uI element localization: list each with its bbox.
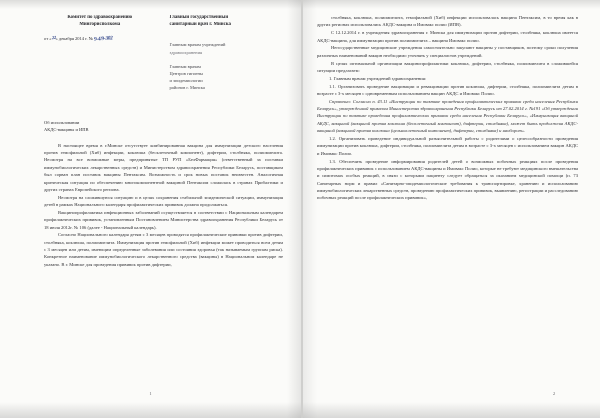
subject-line-2: АКДС-вакцины и ИПВ xyxy=(44,127,89,133)
subject-line-1: Об использовании xyxy=(44,120,80,126)
body-paragraph: столбняка, коклюша, полиомиелита, гемофильной (Хиб) инфекции использовалась вакцина Пентаксим, в то время как в других регионах использовались АКДС-вакцина и Имовакс полио (ИПВ). xyxy=(317,15,578,28)
page-1-body xyxy=(0,14,301,408)
numbered-item: 1. Главным врачам учреждений здравоохранения: xyxy=(329,75,427,81)
addressee-list xyxy=(170,41,283,91)
addressee-1-line-1: Главным врачам учреждений xyxy=(169,42,226,48)
addressee-2-line-2: Центров гигиены xyxy=(169,70,203,76)
body-paragraph: С 12.12.2014 г. в учреждения здравоохранения г. Минска для иммунизации против дифтерии, столбняка, коклюша имеется АКДС-вакцина, для иммунизации против полиомиелита – вакцина Имовакс полио. xyxy=(317,30,578,43)
addressee-1-line-2: здравоохранения xyxy=(169,49,203,55)
recipient-title-line-2: санитарный врач г. Минска xyxy=(169,22,231,28)
subject-line xyxy=(44,119,283,134)
numbered-item: 1.1. Организовать проведение вакцинации и ревакцинации против коклюша, дифтерии, столбняка, полиомиелита детям в возрасте с 3-х месяцев с одновременным использованием вакцин АКДС и Имовакс Полио. xyxy=(317,83,578,96)
body-paragraph: В целях оптимальной организации вакцинопрофилактики коклюша, дифтерии, столбняка, полиомиелита в сложившейся ситуации предлагаем: xyxy=(317,60,578,73)
reference-note: Справочно: Согласно п. 43.11 «Инструкции по тактике проведения профилактических прививок среди населения Республики Беларусь», утвержденной приказом Министерства здравоохранения Республики Беларусь от 27.02.2014 г. №191 «Об утверждении Инструкции по тактике проведения профилактических прививок среди населения Республики Беларусь», «Иммунизация вакциной АКДС, вакциной (вакциной против коклюша (бесклеточный компонент), дифтерии, столбняка), может быть продолжена АКДС-вакциной (вакциной против коклюша (цельноклеточный компонент), дифтерии, столбняка) и наоборот». xyxy=(317,98,578,134)
addressee-2-line-3: и эпидемиологии xyxy=(169,78,203,84)
handwritten-reference-number: 9-4/9-302 xyxy=(94,35,113,44)
sheet-top-edge xyxy=(303,0,600,9)
addressee-2-line-4: районов г. Минска xyxy=(169,85,205,91)
body-paragraph: Согласно Национального календаря детям с 3 месяцев проводятся профилактические прививки против дифтерии, столбняка, коклюша, полиомиелита. Иммунизация против гемофильной (Хиб) инфекции может проводиться всем детям с 3 месяцев или детям, имеющим определенные заболевания или состояния здоровья (так называемым группам риска). Конкретное наименование иммунобиологического лекарственного средства (вакцины) в Национальном календаре не указано. В г. Минске для проведения прививок против дифтерии, xyxy=(44,232,283,267)
letter-date-and-number xyxy=(44,36,156,42)
sheet-top-edge xyxy=(0,0,301,9)
page-number: 1 xyxy=(149,391,152,396)
page-number: 2 xyxy=(552,391,556,396)
addressee-2-line-1: Главным врачам xyxy=(169,63,201,69)
issuer-name-line-1: Комитет по здравоохранению xyxy=(67,15,133,20)
numbered-item: 1.3. Обеспечить проведение информирования родителей детей о возможных побочных реакциях после проведения профилактических прививок с использованием АКДС-вакцины и Имовакс Полио, которые не требуют медицинского вмешательства и симптомах особых реакций, в связи с которыми пациенту следует обращаться за оказанием медицинской помощи (п. 73 Санитарных норм и правил «Санитарно-эпидемиологические требования к транспортировке, хранению и использованию иммунобиологических лекарственных средств, проведению профилактических прививок, выявлению, регистрации и расследованию побочных реакций после профилактических прививок», xyxy=(317,158,578,201)
addressee-group-1 xyxy=(170,41,283,56)
document-sheet-page-2 xyxy=(303,0,600,418)
body-paragraph: В настоящее время в г.Минске отсутствует комбинированная вакцина для иммунизации детского населения против гемофильной (Хиб) инфекции, коклюша (бесклеточный компонент), дифтерии, столбняка, полиомиелита. Несмотря на все возможные меры, предпринятые ТП РУП «БелФармация» (ответственный за поставки иммунобиологических лекарственных средств) и Министерством здравоохранения Республики Беларусь, поставщиком был сорван план поставок вакцины Пентаксим. Возможность и срок новых поставок неизвестен. Аналогичная критическая ситуация по обеспечению многокомпонентной вакциной Пентаксим сложилась в странах Прибалтики и других странах Европейского региона. xyxy=(44,142,283,192)
recipient-title-line-1: Главный государственный xyxy=(169,15,229,20)
body-paragraph: Негосударственные медицинские учреждения самостоятельно закупают вакцины у поставщиков, поэтому сроки получения различных наименований вакцин необходимо уточнять у специалистов учреждений. xyxy=(317,45,578,58)
body-paragraph: Вакцинопрофилактика инфекционных заболеваний осуществляется в соответствии с Национальным календарем профилактических прививок, установленным Постановлением Министерства здравоохранения Республики Беларусь от 18 июля 2012г. № 106 (далее - Национальный календарь). xyxy=(44,209,283,230)
letterhead-recipient-block xyxy=(170,14,283,98)
issuer-name-line-2: Мингорисполкома xyxy=(79,22,121,28)
body-paragraph: Несмотря на сложившуюся ситуацию и в целях сохранения стабильной эпидемической ситуации, иммунизация детей в рамках Национального календаря профилактических прививок должна продолжаться. xyxy=(44,194,283,208)
letterhead-issuer-block xyxy=(44,14,156,98)
date-prefix: от « xyxy=(44,36,52,42)
handwritten-day: 22 xyxy=(51,35,56,41)
addressee-group-2 xyxy=(170,63,283,92)
letterhead xyxy=(44,14,283,98)
numbered-item: 1.2. Организовать проведение индивидуальной разъяснительной работы с родителями о целесообразности проведения иммунизации против коклюша, дифтерии, столбняка, полиомиелита детям в возрасте с 3-х месяцев с использованием вакцин АКДС и Имовакс Полио. xyxy=(317,136,578,156)
date-middle: » декабря 2014 г. № xyxy=(55,36,94,42)
page-2-body xyxy=(303,14,600,408)
